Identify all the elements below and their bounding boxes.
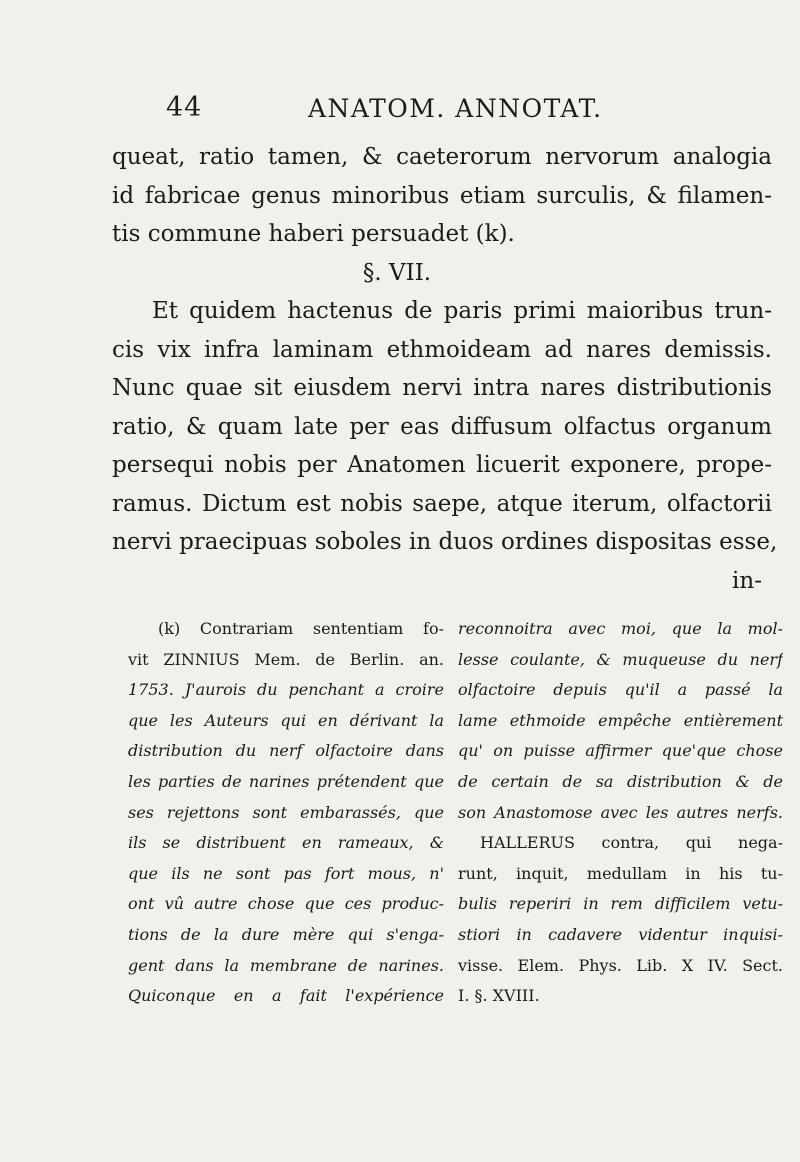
footnote-line: lesse coulante, & muqueuse du nerf xyxy=(458,649,783,669)
footnote-line: distribution du nerf olfactoire dans xyxy=(128,741,444,761)
text-line: Et quidem hactenus de paris primi maioribus trun- xyxy=(152,298,772,324)
footnote-line: olfactoire depuis qu'il a passé la xyxy=(458,680,783,700)
catchword: in- xyxy=(732,567,762,594)
footnote-line: que les Auteurs qui en dérivant la xyxy=(128,710,444,730)
text-line: nervi praecipuas soboles in duos ordines dispositas esse, xyxy=(112,529,778,555)
footnote-line: visse. Elem. Phys. Lib. X IV. Sect. xyxy=(458,955,783,975)
footnote-line: ses rejettons sont embarassés, que xyxy=(128,802,444,822)
section-heading: §. VII. xyxy=(362,259,432,286)
footnote-line: ont vû autre chose que ces produc- xyxy=(128,894,444,914)
text-line: Nunc quae sit eiusdem nervi intra nares distributionis xyxy=(112,375,772,401)
text-line: id fabricae genus minoribus etiam surculis, & filamen- xyxy=(112,182,772,209)
footnote-line: vit ZINNIUS Mem. de Berlin. an. xyxy=(128,649,444,669)
footnote-line: (k) Contrariam sententiam fo- xyxy=(158,619,444,638)
footnote-line: Quiconque en a fait l'expérience xyxy=(128,986,444,1006)
footnote-column-left xyxy=(128,614,444,1012)
footnote-line: les parties de narines prétendent que xyxy=(128,771,444,791)
text-line: cis vix infra laminam ethmoideam ad nares demissis. xyxy=(112,336,772,363)
footnote-line: son Anastomose avec les autres nerfs. xyxy=(458,802,783,822)
footnote-column-right xyxy=(458,614,783,1012)
footnote-line: ils se distribuent en rameaux, & xyxy=(128,833,444,853)
page-header xyxy=(0,92,800,132)
footnote-line: HALLERUS contra, qui nega- xyxy=(480,833,783,853)
text-line: queat, ratio tamen, & caeterorum nervorum analogia xyxy=(112,144,772,170)
footnote-line: stiori in cadavere videntur inquisi- xyxy=(458,924,783,944)
text-line: ratio, & quam late per eas diffusum olfactus organum xyxy=(112,413,772,440)
footnote-line: 1753. J'aurois du penchant a croire xyxy=(128,680,444,700)
footnote-line: tions de la dure mère qui s'enga- xyxy=(128,924,444,944)
footnote-line: reconnoitra avec moi, que la mol- xyxy=(458,619,783,638)
running-title: ANATOM. ANNOTAT. xyxy=(308,94,603,123)
footnote-line: runt, inquit, medullam in his tu- xyxy=(458,863,783,883)
footnote-line: bulis reperiri in rem difficilem vetu- xyxy=(458,894,783,914)
footnote-line: qu' on puisse affirmer que'que chose xyxy=(458,741,783,761)
footnote-line: que ils ne sont pas fort mous, n' xyxy=(128,863,444,883)
footnote-line: I. §. XVIII. xyxy=(458,986,540,1006)
text-line: persequi nobis per Anatomen licuerit exponere, prope- xyxy=(112,452,772,478)
text-line: tis commune haberi persuadet (k). xyxy=(112,221,515,247)
footnote-line: de certain de sa distribution & de xyxy=(458,771,783,791)
footnote-line: gent dans la membrane de narines. xyxy=(128,955,444,975)
main-text xyxy=(112,138,778,600)
page-number: 44 xyxy=(166,92,203,123)
text-line: ramus. Dictum est nobis saepe, atque iterum, olfactorii xyxy=(112,490,772,517)
footnote-line: lame ethmoide empêche entièrement xyxy=(458,710,783,730)
